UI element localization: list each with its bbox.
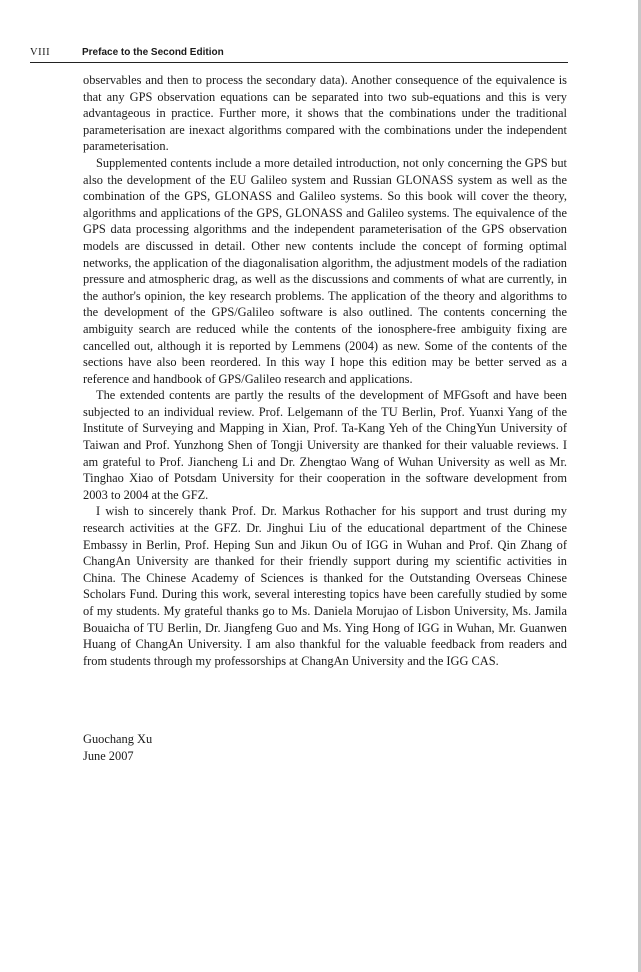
author-name: Guochang Xu (83, 732, 153, 746)
running-head-title: Preface to the Second Edition (82, 47, 224, 58)
signature-block (83, 731, 152, 764)
paragraph-1: observables and then to process the secondary data). Another consequence of the equivalence is that any GPS observation equations can be separated into two sub-equations and this is very advantageous in practice. Further more, it shows that the combinations under the traditional parameterisation are inexact algorithms compared with the combinations under the independent parameterisation. (83, 73, 567, 154)
paragraph-2: Supplemented contents include a more detailed introduction, not only concerning the GPS but also the development of the EU Galileo system and Russian GLONASS system as well as the combination of the GPS, GLONASS and Galileo systems. So this book will cover the theory, algorithms and applications of the GPS, GLONASS and Galileo systems. The equivalence of the GPS data processing algorithms and the independent parameterisation of the GPS observation models are discussed in detail. Other new contents include the concept of forming optimal networks, the application of the diagonalisation algorithm, the adjustment models of the radiation pressure and atmospheric drag, as well as the discussions and comments of what are currently, in the author's opinion, the key research problems. The application of the theory and algorithms to the development of the GPS/Galileo software is also outlined. The contents concerning the ambiguity search are reduced while the contents of the ionosphere-free ambiguity fixing are cancelled out, although it is reported by Lemmens (2004) as new. Some of the contents of the sections have also been reordered. In this way I hope this edition may be better served as a reference and handbook of GPS/Galileo research and applications. (83, 155, 567, 386)
paragraph-3: The extended contents are partly the results of the development of MFGsoft and have been subjected to an individual review. Prof. Lelgemann of the TU Berlin, Prof. Yuanxi Yang of the Institute of Surveying and Mapping in Xian, Prof. Ta-Kang Yeh of the ChingYun University of Taiwan and Prof. Yunzhong Shen of Tongji University are thanked for their valuable reviews. I am grateful to Prof. Jiancheng Li and Dr. Zhengtao Wang of Wuhan University as well as Mr. Tinghao Xiao of Potsdam University for their cooperation in the software development from 2003 to 2004 at the GFZ. (83, 388, 567, 502)
paragraph-4: I wish to sincerely thank Prof. Dr. Markus Rothacher for his support and trust during my research activities at the GFZ. Dr. Jinghui Liu of the educational department of the Chinese Embassy in Berlin, Prof. Heping Sun and Jikun Ou of IGG in Wuhan and Prof. Qin Zhang of ChangAn University are thanked for their friendly support during my scientific activities in China. The Chinese Academy of Sciences is thanked for the Outstanding Overseas Chinese Scholars Fund. During this work, several interesting topics have been carefully studied by some of my students. My grateful thanks go to Ms. Daniela Morujao of Lisbon University, Ms. Jamila Bouaicha of TU Berlin, Dr. Jiangfeng Guo and Ms. Ying Hong of IGG in Wuhan, Mr. Guanwen Huang of ChangAn University. I am also thankful for the valuable feedback from readers and from students through my professorships at ChangAn University and the IGG CAS. (83, 504, 567, 668)
body-text (83, 72, 567, 669)
running-head (30, 46, 568, 63)
signature-date: June 2007 (83, 748, 134, 763)
page-number: VIII (30, 47, 51, 58)
